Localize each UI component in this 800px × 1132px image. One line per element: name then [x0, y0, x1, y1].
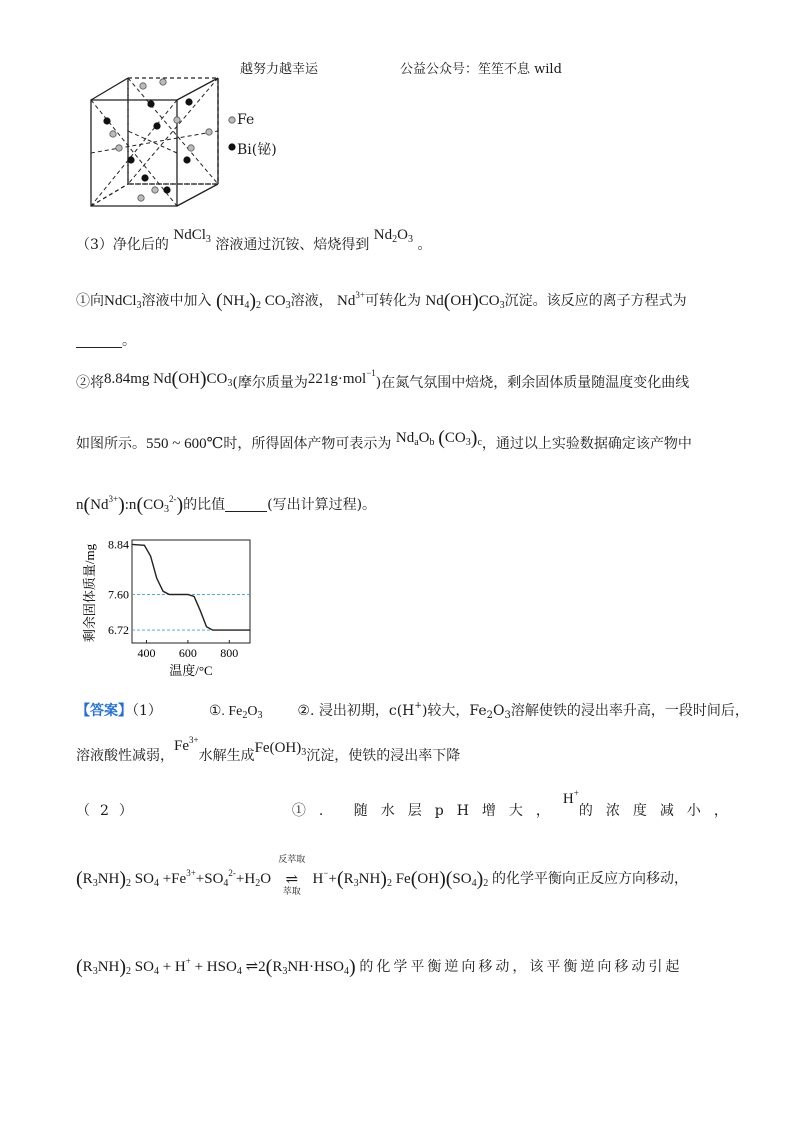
x-tick-label: 400 [137, 646, 156, 660]
q3-part2: ②将8.84mg $Nd(OH)CO_3$(摩尔质量为221g·mol$^{-1}$)在氮气氛围中焙烧，剩余固体质量随温度变化曲线 [76, 368, 690, 391]
fe-atom [140, 83, 146, 89]
fe-oh-3-formula: $Fe(OH)_3$ [254, 740, 307, 758]
y-tick-label: 6.72 [108, 623, 129, 638]
h-plus-ion: H+ [562, 788, 579, 807]
q3-ratio-line: $n(Nd^{3+}):n(CO_3^{2-})$的比值 (写出计算过程)。 [76, 494, 377, 516]
fe-atom [160, 79, 166, 85]
answer-1-2: ②. 浸出初期，c(H+)较大，$Fe_2O_3$溶解使铁的浸出率升高，一段时间后， [297, 701, 749, 721]
equation-2: $(R_3NH)_2$ $SO_4 + H^+ + HSO_4$ $\rightleftharpoons 2(R_3NH\cdot HSO_4)$ 的化学平衡逆向移动，该平衡逆向移动引起 [76, 956, 683, 978]
fe-atom [174, 117, 180, 123]
answer-blank-1[interactable] [76, 335, 122, 348]
fe-atom [188, 145, 194, 151]
molar-mass: 221g·mol$^{-1}$ [307, 368, 376, 387]
ndcl3-formula: NdCl$_3$ [173, 227, 211, 245]
bi-atom [141, 174, 148, 181]
fe-atom [152, 187, 158, 193]
header-left: 越努力越幸运 [240, 62, 319, 77]
legend-bi-marker [228, 143, 235, 150]
fe-atom [116, 145, 122, 151]
q3-intro: （3）净化后的 NdCl$_3$ 溶液通过沉铵、焙烧得到 $Nd_2O_3$ 。 [76, 227, 432, 253]
bi-atom [183, 156, 190, 163]
mass-temperature-chart [80, 535, 260, 685]
sample-mass: 8.84mg $Nd(OH)CO_3$ [104, 368, 233, 390]
header-right: 公益公众号：笙笙不息 wild [400, 62, 562, 77]
y-tick-label: 8.84 [108, 537, 129, 552]
ammonium-carbonate-formula: $(NH_4)_2$ $CO_3$ [215, 290, 291, 312]
answer-part1-cont: 溶液酸性减弱，$Fe^{3+}$水解生成$Fe(OH)_3$沉淀，使铁的浸出率下降 [76, 735, 461, 764]
answer-1-1: ①. $Fe_2O_3$ [208, 704, 263, 721]
x-tick-label: 600 [178, 646, 197, 660]
answer-part1: 【答案】（1） ①. $Fe_2O_3$ ②. 浸出初期，c(H+)较大，$Fe_2O_3$溶解使铁的浸出率升高，一段时间后， [76, 701, 749, 721]
q3-part1: ①向NdCl$_3$溶液中加入 $(NH_4)_2$ $CO_3$溶液， $Nd^{3+}$可转化为 $Nd(OH)CO_3$沉淀。该反应的离子方程式为 [76, 290, 687, 312]
bi-atom [103, 117, 110, 124]
temperature-range: 550 ~ 600℃ [146, 436, 224, 452]
mass-curve [132, 544, 250, 630]
bi-atom [153, 122, 160, 129]
ndcl3-formula-2: NdCl$_3$ [104, 293, 142, 311]
nd2o3-formula: $Nd_2O_3$ [373, 227, 413, 245]
legend-fe-label: Fe [237, 112, 255, 128]
nd3plus-ion: $Nd^{3+}$ [337, 290, 365, 309]
fe3plus-ion: $Fe^{3+}$ [174, 735, 199, 754]
legend-bi-label: Bi(铋) [237, 142, 277, 158]
equation-1: $(R_3NH)_2$ $SO_4 +Fe^{3+}+SO_4^{2-}+H_2O$ 反萃取 ⇌ 萃取 $H^-+(R_3NH)_2$ $Fe(OH)(SO_4)_2$ 的化学平衡向正反应方向移动， [76, 854, 689, 897]
answer-part2: （2） ①. 随水层pH增大，H+的浓度减小， [76, 788, 741, 819]
y-tick-label: 7.60 [108, 587, 129, 602]
q3-part1-answer-line: 。 [76, 330, 136, 350]
fe-atom [110, 131, 116, 137]
bi-atom [127, 156, 134, 163]
ratio-expression: $n(Nd^{3+}):n(CO_3^{2-})$ [76, 494, 184, 516]
answer-blank-2[interactable] [225, 499, 267, 512]
q3-part2-cont: 如图所示。550 ~ 600℃时，所得固体产物可表示为 $Nd_aO_b$ $(CO_3)_c$，通过以上实验数据确定该产物中 [76, 427, 692, 452]
x-axis-label: 温度/°C [169, 663, 213, 678]
y-axis-label: 剩余固体质量/mg [82, 543, 97, 643]
product-formula: $Nd_aO_b$ $(CO_3)_c$ [395, 427, 482, 449]
bi-atom [163, 186, 170, 193]
bi-atom [185, 98, 192, 105]
x-tick-label: 800 [220, 646, 239, 660]
fe-atom [138, 195, 144, 201]
equilibrium-arrow: 反萃取 ⇌ 萃取 [278, 854, 306, 897]
answer-tag: 【答案】 [76, 703, 132, 719]
bi-atom [147, 100, 154, 107]
legend-fe-marker [229, 117, 235, 123]
nd-oh-co3-formula: $Nd(OH)CO_3$ [425, 290, 505, 312]
cube-back-face [128, 78, 218, 184]
fe-atom [206, 129, 212, 135]
